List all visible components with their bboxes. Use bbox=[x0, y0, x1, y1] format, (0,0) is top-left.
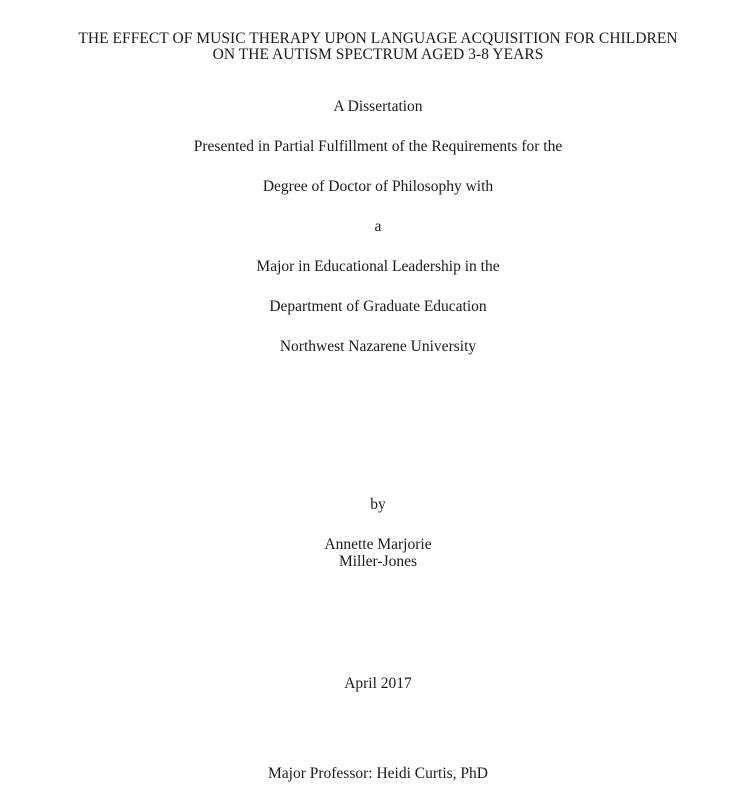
article-a: a bbox=[374, 218, 382, 235]
university-name: Northwest Nazarene University bbox=[279, 338, 477, 355]
document-type: A Dissertation bbox=[333, 98, 423, 115]
author-name-line-2: Miller-Jones bbox=[338, 553, 418, 570]
author-name-line-1: Annette Marjorie bbox=[324, 536, 432, 553]
degree-statement: Degree of Doctor of Philosophy with bbox=[262, 178, 494, 195]
by-label: by bbox=[370, 496, 386, 513]
major-statement: Major in Educational Leadership in the bbox=[256, 258, 500, 275]
fulfillment-statement: Presented in Partial Fulfillment of the Requirements for the bbox=[193, 138, 563, 155]
department-name: Department of Graduate Education bbox=[269, 298, 487, 315]
title-line-1: THE EFFECT OF MUSIC THERAPY UPON LANGUAGE ACQUISITION FOR CHILDREN bbox=[78, 30, 678, 47]
title-line-2: ON THE AUTISM SPECTRUM AGED 3-8 YEARS bbox=[212, 46, 544, 63]
submission-date: April 2017 bbox=[344, 675, 412, 692]
major-professor: Major Professor: Heidi Curtis, PhD bbox=[267, 765, 488, 782]
